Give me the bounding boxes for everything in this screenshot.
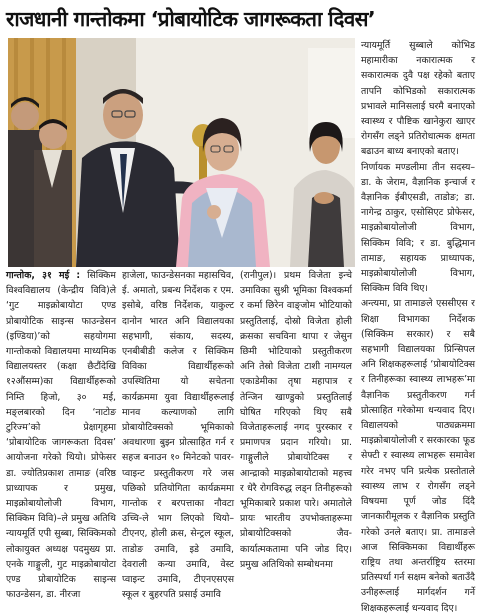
award-ceremony-photo <box>8 38 355 267</box>
article-column-4 <box>361 38 475 614</box>
article-columns <box>6 268 355 601</box>
article-column-3: (रानीपुल)। प्रथम विजेता इन्चे उमाविका सुश्री भूमिका विश्वकर्मा र कर्मा छिरेन वाङ्जोम भोटियाको प्रस्तुतिलाई, दोस्रो विजेता होली क्रसका सचविना थापा र जेसुन छिमी भोटियाको प्रस्तुतीकरण अनि तेस्रो विजेता टाशी नामग्यल एकाडेमीका तृषा महापात्र र तेन्जिन खाण्डुको प्रस्तुतिलाई घोषित गरिएको थिए सबै विजेताहरूलाई नगद पुरस्कार र प्रमाणपत्र प्रदान गरियो। प्रा. गाङ्गुलीले प्रोबायोटिक्स र आन्द्राको माइक्रोबायोटाको महत्त्व र धेरै रोगविरुद्ध लड्न तिनीहरूको भूमिकाबारे प्रकाश पारे। अमातोले प्रायः भारतीय उपभोक्ताहरूमा प्रोबायोटिक्सको जैव-कार्यात्मकतामा पनि जोड दिए। प्रमुख अतिथिको सम्बोधनमा <box>240 270 352 570</box>
article-text-col1: सिक्किम विश्वविद्यालय (केन्द्रीय विवि)ले ‘गुट माइक्रोबायोटा एण्ड प्रोबायोटिक साइन्स फाउन्डेसन (इण्डिया)’को सहयोगमा गान्तोकको विद्यालयमा माध्यमिक विद्यालयस्तर (कक्षा छैटौंदेखि १२औंसम्म)का विद्यार्थीहरूको निम्ति हिजो, ३० मई, मङ्लबारको दिन ‘नाटोङ टुरिज्म’को प्रेक्षागृहमा ‘प्रोबायोटिक जागरूकता दिवस’ आयोजना गरेको थियो। प्रोफेसर डा. ज्योतिप्रकाश तामाङ (वरिष्ठ प्राध्यापक र प्रमुख, माइक्रोबायोलोजी विभाग, सिक्किम विवि)–ले प्रमुख अतिथि न्यायमूर्ति एपी सुब्बा, सिक्किमको लोकायुक्त अध्यक्ष पदमुख्य प्रा. एनके गाङ्गुली, गुट माइक्रोबायोटा एण्ड प्रोबायोटिक साइन्स फाउन्डेसन, डा. नीरजा <box>6 270 116 601</box>
article-text-col4: न्यायमूर्ति सुब्बाले कोभिड महामारीका नकारात्मक र सकारात्मक दुवै पक्ष रहेको बताए तापनि कोभिडको सकारात्मक प्रभावले मानिसलाई घरमै बनाएको स्वास्थ्य र पौष्टिक खानेकुरा खाएर रोगसँग लड्ने प्रतिरोधात्मक क्षमता बढाउन बाध्य बनाएको बताए। निर्णायक मण्डलीमा तीन सदस्य– डा. के जेराम, वैज्ञानिक इन्चार्ज र वैज्ञानिक ईबीएसडी, ताडोङ; डा. नागेन्द्र ठाकुर, एसोसिएट प्रोफेसर, माइक्रोबायोलोजी विभाग, सिक्किम विवि; र डा. बुद्धिमान तामाङ, सहायक प्राध्यापक, माइक्रोबायोलोजी विभाग, सिक्किम विवि थिए। अन्त्यमा, प्रा तामाङले एससीएस र शिक्षा विभागका निर्देशक (सिक्किम सरकार) र सबै सहभागी विद्यालयका प्रिन्सिपल अनि शिक्षकहरूलाई ‘प्रोबायोटिक्स र तिनीहरूका स्वास्थ्य लाभहरू’मा वैज्ञानिक प्रस्तुतीकरण गर्न प्रोत्साहित गरेकोमा धन्यवाद दिए। विद्यालयको पाठ्यक्रममा माइक्रोबायोलोजी र सरकारका फूड सेफ्टी र स्वास्थ्य लाभहरू समावेश गरेर नभए पनि प्रत्येक प्रस्तोताले स्वास्थ्य लाभ र रोगसँग लड्ने विषयमा पूर्ण जोड दिंदै जानकारीमूलक र वैज्ञानिक प्रस्तुति गरेको उनले बताए। प्रा. तामाङले आज सिक्किमका विद्यार्थीहरू राष्ट्रिय तथा अन्तर्राष्ट्रिय स्तरमा प्रतिस्पर्धा गर्न सक्षम बनेको बताउँदै उनीहरूलाई मार्गदर्शन गर्ने शिक्षकहरूलाई धन्यवाद दिए। <box>361 40 475 614</box>
event-photo <box>8 38 355 267</box>
headline: राजधानी गान्तोकमा ‘प्रोबायोटिक जागरूकता दिवस’ <box>6 7 376 31</box>
article-column-1 <box>6 268 116 601</box>
dateline: गान्तोक, ३१ मई : <box>6 270 81 281</box>
article-column-2: हाजेला, फाउन्डेसनका महासचिव, ई. अमातो, प्रबन्ध निर्देशक र एम. इसोबे, वरिष्ठ निर्देशक, याकुल्ट दानोन भारत अनि विद्यालयका सहभागी, संकाय, सदस्य, एनबीबीडी कलेज र सिक्किम विविका विद्यार्थीहरूको उपस्थितिमा यो सचेतना कार्यक्रममा युवा विद्यार्थीहरूलाई मानव कल्याणको लागि प्रोबायोटिक्सको भूमिकाको अवधारणा बुझ्न प्रोत्साहित गर्न र सहज बनाउन १० मिनेटको पावर-प्वाइन्ट प्रस्तुतीकरण गरे जस पछिको प्रतियोगिता कार्यक्रममा गान्तोक र बरपत्ताका नौवटा उच्चि-ले भाग लिएको थियो– टीएनए, होली क्रस, सेन्ट्रल स्कूल, ताडोङ उमावि, इडे उमावि, देवराली कन्या उमावि, वेस्ट प्वाइन्ट उमावि, टीएनएसएस स्कूल र बुहरपति प्रसाई उमावि <box>122 270 234 601</box>
